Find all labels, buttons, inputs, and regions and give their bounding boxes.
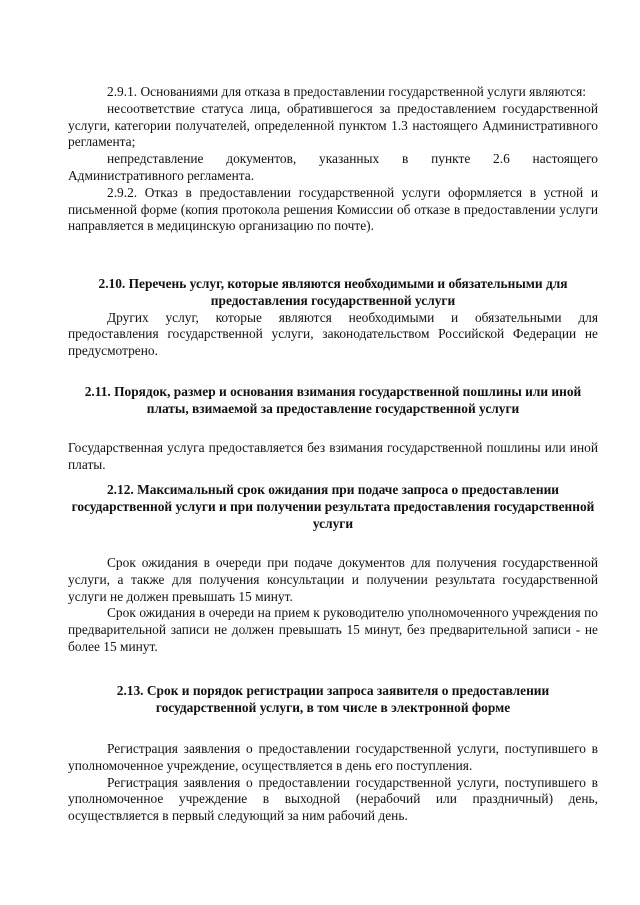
heading-2-11: 2.11. Порядок, размер и основания взимания государственной пошлины или иной платы, взимаемой за предоставление государственной услуги — [84, 384, 582, 416]
paragraph-queue-time-manager: Срок ожидания в очереди на прием к руководителю уполномоченного учреждения по предварительной записи не должен превышать 15 минут, без предварительной записи - не более 15 минут. — [68, 605, 598, 654]
paragraph-refusal-reason-status: несоответствие статуса лица, обратившегося за предоставлением государственной услуги, категории получателей, определенной пунктом 1.3 настоящего Административного регламента; — [68, 100, 598, 150]
document-page — [68, 0, 598, 905]
paragraph-queue-time-documents: Срок ожидания в очереди при подаче документов для получения государственной услуги, а также для получения консультации и получении результата государственной услуги не должен превышать 15 минут. — [68, 555, 598, 604]
heading-2-12: 2.12. Максимальный срок ожидания при подаче запроса о предоставлении государственной услуги и при получении результата предоставления государственной услуги — [71, 482, 595, 531]
paragraph-2-11-text: Государственная услуга предоставляется без взимания государственной пошлины или иной платы. — [68, 440, 598, 472]
heading-2-10: 2.10. Перечень услуг, которые являются необходимыми и обязательными для предоставления государственной услуги — [98, 276, 568, 308]
section-2-12-body — [68, 555, 598, 656]
section-2-11 — [68, 384, 598, 418]
section-2-12 — [68, 482, 598, 532]
paragraph-refusal-reason-documents: непредставление документов, указанных в пункте 2.6 настоящего Административного регламента. — [68, 151, 598, 183]
section-2-13 — [68, 683, 598, 717]
paragraph-registration-holiday: Регистрация заявления о предоставлении государственной услуги, поступившего в уполномоченное учреждение в выходной (нерабочий или праздничный) день, осуществляется в первый следующий за ним рабочий день. — [68, 774, 598, 824]
paragraph-2-9-2: 2.9.2. Отказ в предоставлении государственной услуги оформляется в устной и письменной форме (копия протокола решения Комиссии об отказе в предоставлении услуги направляется в медицинскую организацию по почте). — [68, 184, 598, 234]
section-2-11-body — [68, 440, 598, 474]
heading-2-13: 2.13. Срок и порядок регистрации запроса заявителя о предоставлении государственной услуги, в том числе в электронной форме — [116, 683, 550, 715]
section-2-9 — [68, 84, 598, 235]
paragraph-2-10-text: Других услуг, которые являются необходимыми и обязательными для предоставления государственной услуги, законодательством Российской Федерации не предусмотрено. — [68, 309, 598, 359]
paragraph-2-9-1: 2.9.1. Основаниями для отказа в предоставлении государственной услуги являются: — [107, 84, 586, 99]
paragraph-registration-same-day: Регистрация заявления о предоставлении государственной услуги, поступившего в уполномоченное учреждение, осуществляется в день его поступления. — [68, 741, 598, 773]
section-2-10 — [68, 276, 598, 360]
section-2-13-body — [68, 741, 598, 825]
